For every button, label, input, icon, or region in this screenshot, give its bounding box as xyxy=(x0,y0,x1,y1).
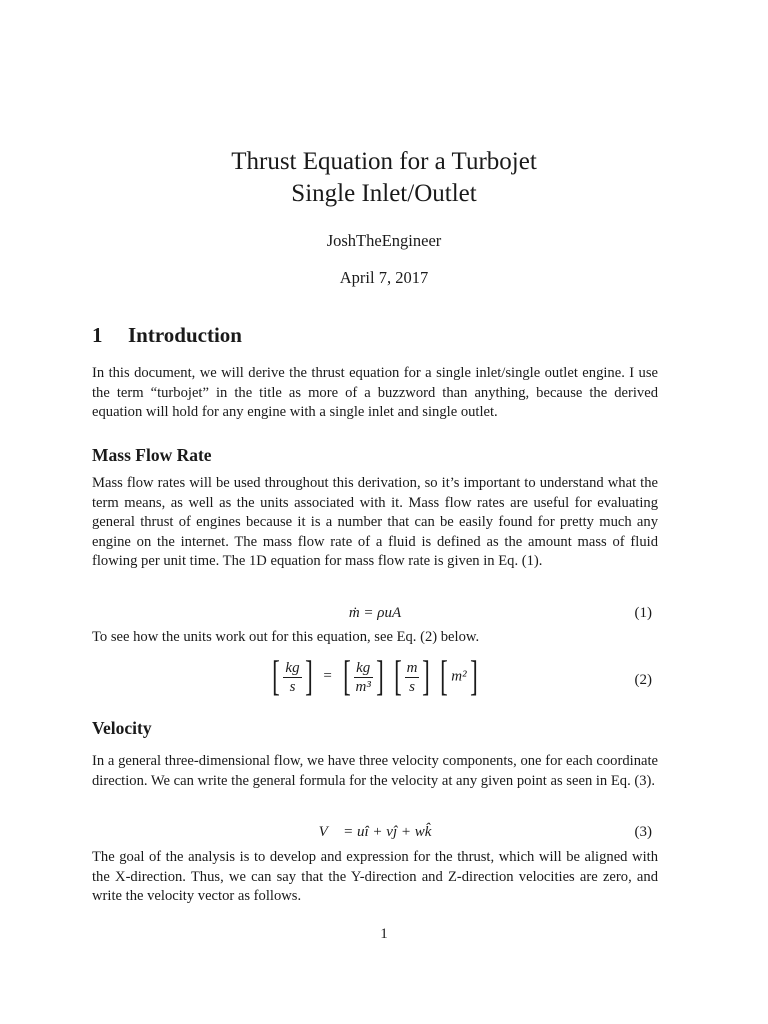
equation-3 xyxy=(92,824,658,846)
subsection-heading-velocity: Velocity xyxy=(92,718,152,738)
title-line-1: Thrust Equation for a Turbojet xyxy=(231,148,537,175)
section-number: 1 xyxy=(92,323,103,347)
author: JoshTheEngineer xyxy=(326,231,442,250)
equation-2-number: (2) xyxy=(634,672,652,688)
velocity-paragraph: In a general three-dimensional flow, we have three velocity components, one for each coordinate direction. We can write the general formula for the velocity at any given point as seen in Eq. (3). xyxy=(92,753,658,789)
title-line-2: Single Inlet/Outlet xyxy=(291,180,477,207)
equation-2-body: [ $\frac{kg}{s}$ ] = [ $\frac{kg}{\text{m³}}$ ] [ $\frac{m}{s}$ ] [ m²] xyxy=(272,654,478,700)
eq2-area-unit: m² xyxy=(451,668,467,685)
date: April 7, 2017 xyxy=(339,268,429,287)
equation-2 xyxy=(92,656,658,706)
intro-paragraph: In this document, we will derive the thrust equation for a single inlet/single outlet engine. I use the term “turbojet” in the title as more of a buzzword than anything, because the derived equation will hold for any engine with a single inlet and single outlet. xyxy=(92,365,658,420)
equation-3-body: V⃗ = uî + vĵ + wk̂ xyxy=(318,824,432,840)
equation-1 xyxy=(92,605,658,627)
section-heading-introduction xyxy=(92,323,242,348)
eq2-lhs-fraction: $\frac{kg}{s}$ xyxy=(285,659,300,695)
subsection-heading-mass-flow-rate: Mass Flow Rate xyxy=(92,445,212,465)
eq2-velocity-fraction: $\frac{m}{s}$ xyxy=(406,659,418,695)
eq3-followup-text: The goal of the analysis is to develop and expression for the thrust, which will be aligned with the X-direction. Thus, we can say that the Y-direction and Z-direction velocities are zero, and write the velocity vector as follows. xyxy=(92,849,658,904)
equation-1-number: (1) xyxy=(634,605,652,621)
document-title xyxy=(0,146,768,210)
page-number: 1 xyxy=(380,926,388,942)
section-title: Introduction xyxy=(128,323,242,347)
equation-1-body: ṁ = ρuA xyxy=(348,605,402,621)
equation-3-number: (3) xyxy=(634,824,652,840)
mass-flow-paragraph: Mass flow rates will be used throughout this derivation, so it’s important to understand what the term means, as well as the units associated with it. Mass flow rates are useful for evaluating general thrust of engines because it is a number that can be easily found for pretty much any engine on the internet. The mass flow rate of a fluid is defined as the amount mass of fluid flowing per unit time. The 1D equation for mass flow rate is given in Eq. (1). xyxy=(92,475,658,569)
eq2-density-fraction: $\frac{kg}{\text{m³}}$ xyxy=(355,659,371,695)
eq1-followup-text: To see how the units work out for this equation, see Eq. (2) below. xyxy=(92,629,480,645)
